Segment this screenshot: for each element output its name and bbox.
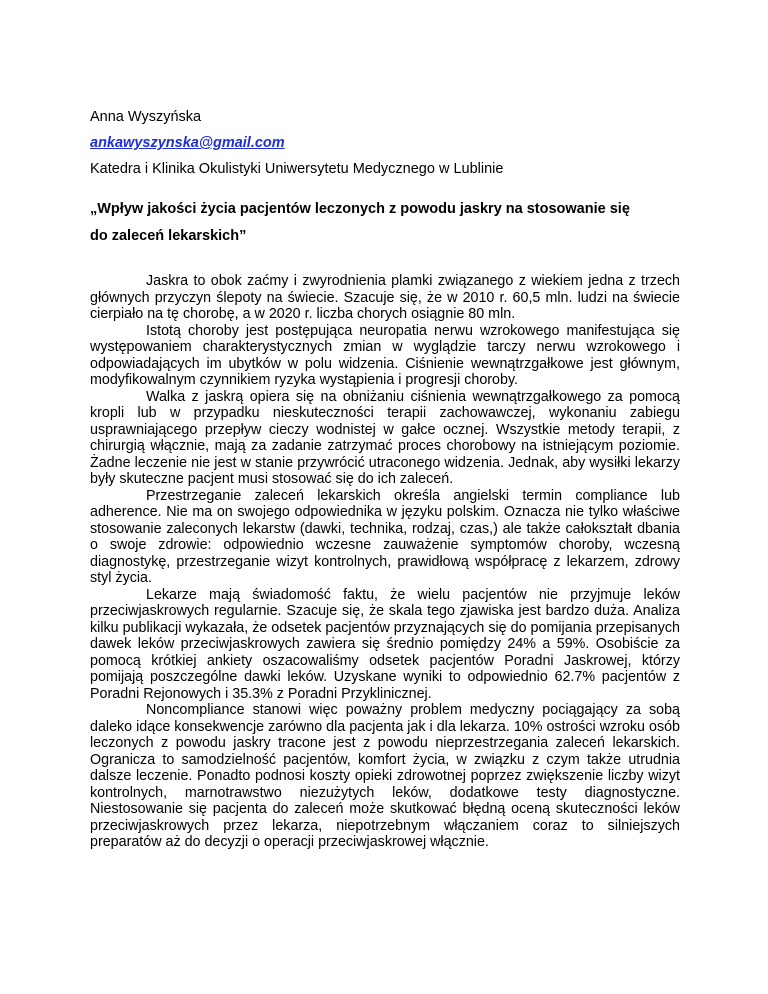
paragraph: Przestrzeganie zaleceń lekarskich określa angielski termin compliance lub adherence. Nie ma on swojego odpowiednika w języku polskim. Oznacza nie tylko właściwe stosowanie zaleconych lekarstw (dawki, technika, rodzaj, czas,) ale także całokształt dbania o swoje zdrowie: odpowiednio wczesne zauważenie symptomów choroby, wczesną diagnostykę, przestrzeganie wizyt kontrolnych, prawidłową współpracę z lekarzem, zdrowy styl życia. <box>90 487 680 586</box>
author-affiliation: Katedra i Klinika Okulistyki Uniwersytetu Medycznego w Lublinie <box>90 161 504 177</box>
document-body <box>90 273 680 851</box>
document-title-line-2: do zaleceń lekarskich” <box>90 228 247 244</box>
paragraph: Jaskra to obok zaćmy i zwyrodnienia plamki związanego z wiekiem jedna z trzech głównych przyczyn ślepoty na świecie. Szacuje się, że w 2010 r. 60,5 mln. ludzi na świecie cierpiało na tę chorobę, a w 2020 r. liczba chorych osiągnie 80 mln. <box>90 273 680 322</box>
author-name: Anna Wyszyńska <box>90 109 202 125</box>
paragraph: Lekarze mają świadomość faktu, że wielu pacjentów nie przyjmuje leków przeciwjaskrowych regularnie. Szacuje się, że skala tego zjawiska jest bardzo duża. Analiza kilku publikacji wykazała, że odsetek pacjentów przyznających się do pomijania przepisanych dawek leków przeciwjaskrowych zawiera się średnio pomiędzy 24% a 59%. Osobiście za pomocą krótkiej ankiety oszacowaliśmy odsetek pacjentów Poradni Jaskrowej, którzy pomijają poszczególne dawki leków. Uzyskane wyniki to odpowiednio 62.7% pacjentów z Poradni Rejonowych i 35.3% z Poradni Przyklinicznej. <box>90 586 680 702</box>
paragraph: Walka z jaskrą opiera się na obniżaniu ciśnienia wewnątrzgałkowego za pomocą kropli lub w przypadku nieskuteczności terapii zachowawczej, wykonaniu zabiegu usprawniającego przepływ cieczy wodnistej w gałce ocznej. Wszystkie metody terapii, z chirurgią włącznie, mają za zadanie zatrzymać proces chorobowy na istniejącym poziomie. Żadne leczenie nie jest w stanie przywrócić utraconego widzenia. Jednak, aby wysiłki lekarzy były skuteczne pacjent musi stosować się do ich zaleceń. <box>90 388 680 487</box>
paragraph: Istotą choroby jest postępująca neuropatia nerwu wzrokowego manifestująca się występowaniem charakterystycznych zmian w wyglądzie tarczy nerwu wzrokowego i odpowiadających im ubytków w polu widzenia. Ciśnienie wewnątrzgałkowe jest głównym, modyfikowalnym czynnikiem ryzyka wystąpienia i progresji choroby. <box>90 322 680 388</box>
author-email-link[interactable]: ankawyszynska@gmail.com <box>90 135 285 151</box>
document-title-line-1: „Wpływ jakości życia pacjentów leczonych z powodu jaskry na stosowanie się <box>90 201 630 217</box>
paragraph: Noncompliance stanowi więc poważny problem medyczny pociągający za sobą daleko idące konsekwencje zarówno dla pacjenta jak i dla lekarza. 10% ostrości wzroku osób leczonych z powodu jaskry tracone jest z powodu nieprzestrzegania zaleceń lekarskich. Ogranicza to samodzielność pacjentów, komfort życia, w związku z czym także utrudnia dalsze leczenie. Ponadto podnosi koszty opieki zdrowotnej poprzez zwiększenie liczby wizyt kontrolnych, marnotrawstwo niezużytych leków, dodatkowe testy diagnostyczne. Niestosowanie się pacjenta do zaleceń może skutkować błędną oceną skuteczności leków przeciwjaskrowych przez lekarza, niepotrzebnym włączaniem coraz to silniejszych preparatów aż do decyzji o operacji przeciwjaskrowej włącznie. <box>90 702 680 850</box>
